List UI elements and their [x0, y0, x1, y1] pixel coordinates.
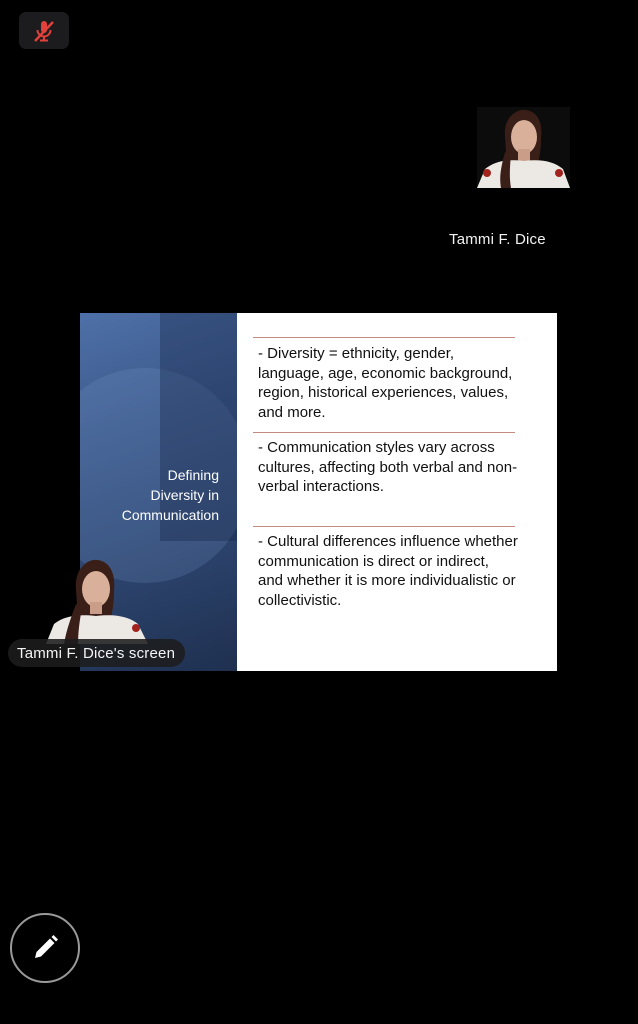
participant-video-thumbnail[interactable]	[477, 107, 570, 188]
slide-divider	[253, 526, 515, 527]
slide-bullet: - Cultural differences influence whether communication is direct or indirect, and whether it is more individualistic or collectivistic.	[258, 533, 518, 609]
slide-title-line: Defining	[167, 467, 219, 483]
participant-video-image	[477, 107, 570, 188]
slide-title-line: Communication	[121, 507, 219, 523]
slide-bullet: - Diversity = ethnicity, gender, language, age, economic background, region, historical experiences, values, and more.	[258, 345, 513, 421]
annotate-button[interactable]	[10, 913, 80, 983]
slide-bullets	[253, 313, 518, 671]
pencil-icon	[30, 933, 60, 963]
presenter-video-overlay	[46, 556, 148, 644]
presenter-video-image	[46, 556, 148, 644]
shared-screen-slide	[80, 313, 557, 671]
slide-bullet: - Communication styles vary across cultures, affecting both verbal and non-verbal interactions.	[258, 439, 518, 495]
screen-share-label: Tammi F. Dice's screen	[8, 639, 185, 667]
slide-title-line: Diversity in	[150, 487, 219, 503]
slide-title	[80, 465, 219, 525]
participant-name: Tammi F. Dice	[449, 231, 546, 248]
slide-divider	[253, 432, 515, 433]
mute-button[interactable]	[19, 12, 69, 49]
slide-divider	[253, 337, 515, 338]
microphone-muted-icon	[31, 19, 57, 43]
